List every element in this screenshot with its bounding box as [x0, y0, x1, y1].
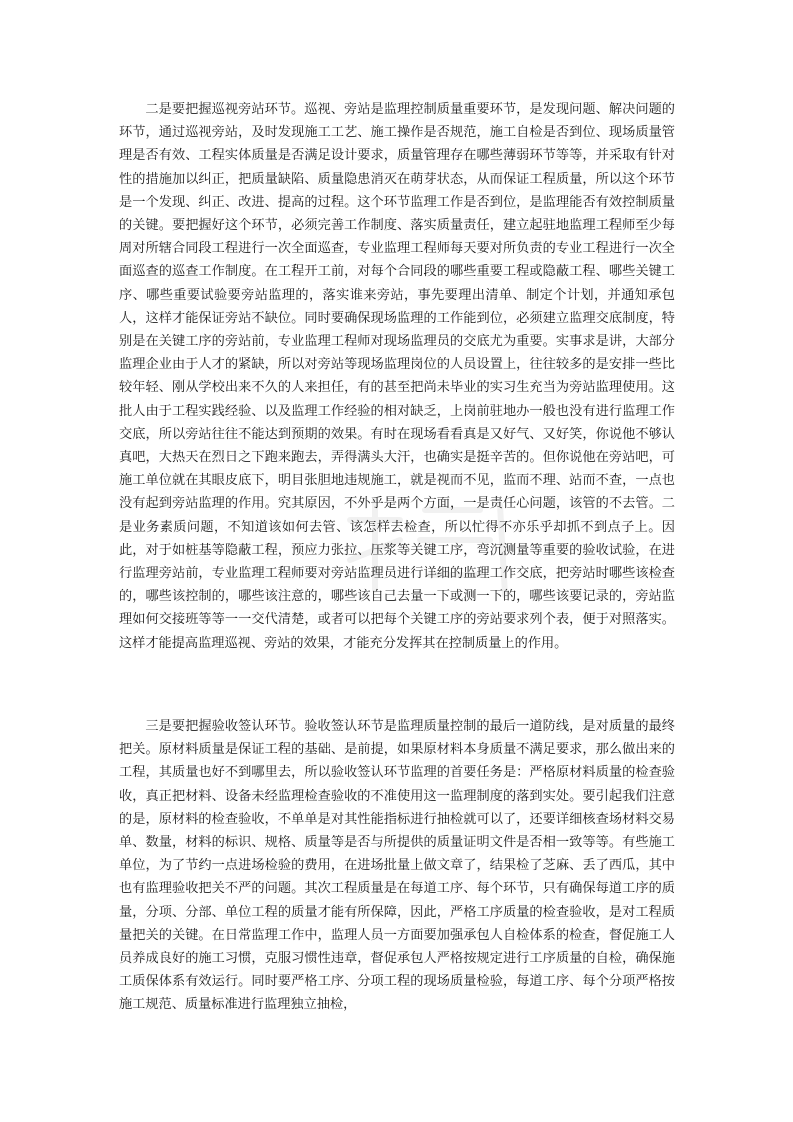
paragraph-acceptance-signoff: [119, 715, 675, 1017]
paragraph-text: 三是要把握验收签认环节。验收签认环节是监理质量控制的最后一道防线，是对质量的最终把关。原材料质量是保证工程的基础、是前提，如果原材料本身质量不满足要求，那么做出来的工程，其质量也好不到哪里去，所以验收签认环节监理的首要任务是：严格原材料质量的检查验收，真正把材料、设备未经监理检查验收的不准使用这一监理制度的落到实处。要引起我们注意的是，原材料的检查验收，不单单是对其性能指标进行抽检就可以了，还要详细核查场材料交易单、数量，材料的标识、规格、质量等是否与所提供的质量证明文件是否相一致等等。有些施工单位，为了节约一点进场检验的费用，在进场批量上做文章了，结果检了芝麻、丢了西瓜，其中也有监理验收把关不严的问题。其次工程质量是在每道工序、每个环节，只有确保每道工序的质量，分项、分部、单位工程的质量才能有所保障，因此，严格工序质量的检查验收，是对工程质量把关的关键。在日常监理工作中，监理人员一方面要加强承包人自检体系的检查，督促施工人员养成良好的施工习惯，克服习惯性违章，督促承包人严格按规定进行工序质量的自检，确保施工质保体系有效运行。同时要严格工序、分项工程的现场质量检验，每道工序、每个分项严格按施工规范、质量标准进行监理独立抽检，: [119, 719, 675, 1013]
paragraph-inspection-supervision: [119, 98, 675, 655]
paragraph-text: 二是要把握巡视旁站环节。巡视、旁站是监理控制质量重要环节，是发现问题、解决问题的环节，通过巡视旁站，及时发现施工工艺、施工操作是否规范，施工自检是否到位、现场质量管理是否有效、工程实体质量是否满足设计要求，质量管理存在哪些薄弱环节等等，并采取有针对性的措施加以纠正，把质量缺陷、质量隐患消灭在萌芽状态，从而保证工程质量，所以这个环节是一个发现、纠正、改进、提高的过程。这个环节监理工作是否到位，是监理能否有效控制质量的关键。要把握好这个环节，必须完善工作制度、落实质量责任，建立起驻地监理工程师至少每周对所辖合同段工程进行一次全面巡查，专业监理工程师每天要对所负责的专业工程进行一次全面巡查的巡查工作制度。在工程开工前，对每个合同段的哪些重要工程或隐蔽工程、哪些关键工序、哪些重要试验要旁站监理的，落实谁来旁站，事先要理出清单、制定个计划，并通知承包人，这样才能保证旁站不缺位。同时要确保现场监理的工作能到位，必须建立监理交底制度，特别是在关键工序的旁站前，专业监理工程师对现场监理员的交底尤为重要。实事求是讲，大部分监理企业由于人才的紧缺，所以对旁站等现场监理岗位的人员设置上，往往较多的是安排一些比较年轻、刚从学校出来不久的人来担任，有的甚至把尚未毕业的实习生充当为旁站监理使用。这批人由于工程实践经验、以及监理工作经验的相对缺乏，上岗前驻地办一般也没有进行监理工作交底，所以旁站往往不能达到预期的效果。有时在现场看看真是又好气、又好笑，你说他不够认真吧，大热天在烈日之下跑来跑去，弄得满头大汗，也确实是挺辛苦的。但你说他在旁站吧，可施工单位就在其眼皮底下，明目张胆地违规施工，就是视而不见，监而不理、站而不查，一点也没有起到旁站监理的作用。究其原因，不外乎是两个方面，一是责任心问题，该管的不去管。二是业务素质问题，不知道该如何去管、该怎样去检查，所以忙得不亦乐乎却抓不到点子上。因此，对于如桩基等隐蔽工程，预应力张拉、压浆等关键工序，弯沉测量等重要的验收试验，在进行监理旁站前，专业监理工程师要对旁站监理员进行详细的监理工作交底，把旁站时哪些该检查的，哪些该控制的，哪些该注意的，哪些该自己去量一下或测一下的，哪些该要记录的，旁站监理如何交接班等等一一交代清楚，或者可以把每个关键工序的旁站要求列个表，便于对照落实。这样才能提高监理巡视、旁站的效果，才能充分发挥其在控制质量上的作用。: [119, 102, 675, 651]
